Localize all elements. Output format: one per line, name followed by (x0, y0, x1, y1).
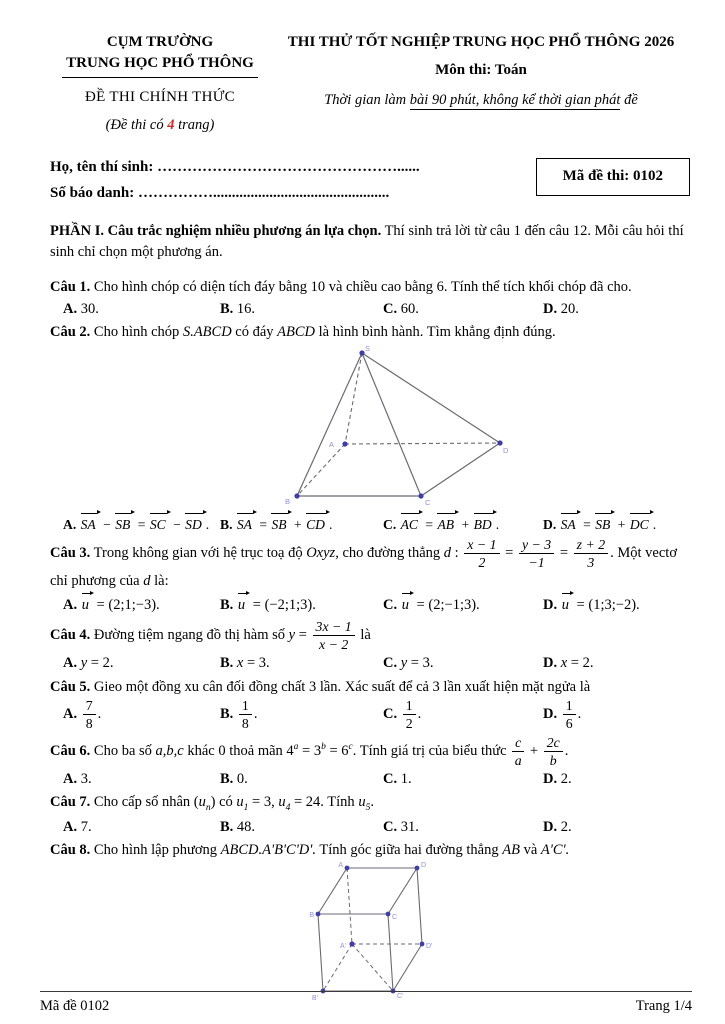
cube-label-b: B (309, 911, 314, 919)
candidate-section (50, 155, 692, 206)
question-4-options (50, 653, 692, 674)
pyramid-solid-edges (297, 353, 500, 496)
fraction: $\frac{z + 2}{3}$ (574, 537, 608, 570)
question-2-label: Câu 2. (50, 324, 91, 341)
question-7-label: Câu 7. (50, 794, 91, 811)
cube-label-d-prime: D' (426, 942, 433, 950)
footer-page-number: Trang 1/4 (635, 998, 692, 1015)
exam-subject: Môn thi: Toán (435, 62, 527, 79)
option-a: A. SA − SB = SC − SD . (63, 512, 220, 534)
fraction: $\frac{7}{8}$ (83, 698, 96, 731)
question-3: Câu 3. Trong không gian với hệ trục toạ độ Oxyz, cho đường thẳng d : $\frac{x - 1}{2}$ = $\frac{y - 3}{-1}$ = $\frac{z + 2}{3}$ . Một vectơ chỉ phương của d là: (50, 537, 677, 589)
cube-vertex-dots (316, 866, 425, 994)
candidate-id-label: Số báo danh: (50, 184, 135, 201)
option-c: C. y = 3. (383, 655, 434, 671)
cube-label-c-prime: C' (397, 992, 404, 1000)
option-d: D. u = (1;3;−2). (543, 592, 692, 616)
question-6-label: Câu 6. (50, 742, 91, 759)
pyramid-label-c: C (425, 497, 431, 507)
pyramid-label-b: B (284, 496, 290, 506)
option-a: A. 3. (63, 770, 92, 787)
candidate-id-line (50, 181, 420, 207)
question-1-text: Cho hình chóp có diện tích đáy bằng 10 và chiều cao bằng 6. Tính thể tích khối chóp đã cho. (93, 279, 632, 296)
cube-label-a: A (338, 861, 343, 869)
fraction: $\frac{3x - 1}{x - 2}$ (313, 619, 355, 652)
option-b: B. x = 3. (220, 655, 270, 671)
fraction: $\frac{1}{8}$ (239, 698, 252, 731)
question-4: Câu 4. Đường tiệm ngang đồ thị hàm số y = $\frac{3x - 1}{x - 2}$ là (50, 618, 371, 652)
option-b: B. $\frac{1}{8}$ . (220, 698, 258, 732)
option-c: C. u = (2;−1;3). (383, 592, 543, 616)
question-3-label: Câu 3. (50, 545, 91, 562)
option-d: D. 2. (543, 770, 572, 787)
question-5-label: Câu 5. (50, 678, 91, 695)
candidate-name-line (50, 155, 420, 181)
footer-exam-code: Mã đề 0102 (40, 998, 110, 1015)
cube-solid-edges (318, 868, 422, 991)
question-2: Câu 2. Cho hình chóp S.ABCD có đáy ABCD là hình bình hành. Tìm khẳng định đúng. (50, 324, 556, 341)
cube-label-c: C (392, 913, 398, 921)
question-6-options (50, 769, 692, 790)
question-1-label: Câu 1. (50, 279, 91, 296)
fraction: $\frac{2c}{b}$ (544, 735, 563, 768)
option-c: C. 1. (383, 770, 412, 787)
option-d: D. 20. (543, 300, 579, 317)
header-right-block (270, 32, 692, 135)
question-1 (50, 277, 692, 298)
fraction: $\frac{x - 1}{2}$ (464, 537, 499, 570)
question-1-options (50, 299, 692, 320)
option-c: C. AC = AB + BD . (383, 512, 543, 534)
option-a: A. 7. (63, 818, 92, 835)
cube-label-b-prime: B' (311, 994, 318, 1002)
exam-duration: Thời gian làm bài 90 phút, không kể thời gian phát đề (324, 91, 638, 108)
page-header (50, 32, 692, 135)
part1-heading (50, 221, 692, 262)
candidate-name-dots: …………………………………………...... (157, 159, 420, 176)
question-3-options (50, 592, 692, 616)
question-2-options (50, 512, 692, 534)
question-7-options (50, 817, 692, 838)
question-8-label: Câu 8. (50, 842, 91, 859)
option-a: A. u = (2;1;−3). (63, 592, 220, 616)
header-left-block (50, 32, 270, 135)
option-b: B. 48. (220, 818, 256, 835)
pyramid-label-d: D (503, 445, 509, 455)
option-c: C. 60. (383, 300, 419, 317)
question-5: Câu 5. Gieo một đồng xu cân đối đồng chất 3 lần. Xác suất để cả 3 lần xuất hiện mặt ngửa là (50, 678, 591, 695)
option-d: D. 2. (543, 818, 572, 835)
pyramid-label-a: A (328, 439, 334, 449)
candidate-name-label: Họ, tên thí sinh: (50, 159, 154, 176)
cube-label-a-prime: A' (339, 942, 346, 950)
cube-label-d: D (421, 861, 427, 869)
candidate-fields (50, 155, 420, 206)
option-b: B. 0. (220, 770, 248, 787)
cube-figure (300, 862, 460, 1004)
exam-code-box: Mã đề thi: 0102 (536, 158, 690, 195)
option-d: D. $\frac{1}{6}$ . (543, 698, 582, 732)
fraction: $\frac{c}{a}$ (512, 735, 524, 768)
exam-title: THI THỬ TỐT NGHIỆP TRUNG HỌC PHỔ THÔNG 2026 (287, 34, 675, 50)
part1-desc: Thí sinh trả lời từ câu 1 đến câu 12. Mỗi câu hỏi thí sinh chỉ chọn một phương án. (50, 223, 684, 261)
pyramid-figure (250, 345, 510, 511)
question-4-label: Câu 4. (50, 626, 91, 643)
option-a: A. 30. (63, 300, 99, 317)
page-count-number: 4 (167, 116, 175, 133)
option-d: D. x = 2. (543, 655, 594, 671)
page-count-note: (Đề thi có 4 trang) (105, 116, 215, 133)
question-6: Câu 6. Cho ba số a,b,c khác 0 thoả mãn $4^a = 3^b = 6^c$. Tính giá trị của biểu thức $\frac{c}{a}$ + $\frac{2c}{b}$ . (50, 734, 569, 768)
org-line-1: CỤM TRƯỜNG (106, 34, 214, 50)
option-b: B. u = (−2;1;3). (220, 592, 383, 616)
candidate-id-dots: ……………............................................... (137, 184, 390, 201)
option-b: B. 16. (220, 300, 256, 317)
option-c: C. $\frac{1}{2}$ . (383, 698, 422, 732)
option-d: D. SA = SB + DC . (543, 512, 692, 534)
pyramid-dashed-edges (297, 353, 500, 496)
fraction: $\frac{1}{2}$ (403, 698, 416, 731)
question-7: Câu 7. Cho cấp số nhân $(u_n)$ có $u_1 = 3$, $u_4 = 24$. Tính $u_5$. (50, 794, 374, 814)
question-8: Câu 8. Cho hình lập phương ABCD.A'B'C'D'. Tính góc giữa hai đường thẳng AB và A'C'. (50, 842, 570, 859)
question-5-options (50, 698, 692, 731)
fraction: $\frac{y - 3}{-1}$ (519, 537, 554, 570)
cube-dashed-edges (323, 868, 422, 991)
option-a: A. $\frac{7}{8}$ . (63, 698, 102, 732)
org-line-2: TRUNG HỌC PHỔ THÔNG (62, 53, 258, 77)
official-exam-label: ĐỀ THI CHÍNH THỨC (85, 88, 235, 105)
pyramid-label-s: S (365, 344, 371, 353)
fraction: $\frac{1}{6}$ (563, 698, 576, 731)
page-footer (40, 991, 692, 1017)
part1-title: PHẦN I. Câu trắc nghiệm nhiều phương án lựa chọn. (50, 223, 382, 240)
option-c: C. 31. (383, 818, 419, 835)
option-a: A. y = 2. (63, 655, 114, 671)
option-b: B. SA = SB + CD . (220, 512, 383, 534)
